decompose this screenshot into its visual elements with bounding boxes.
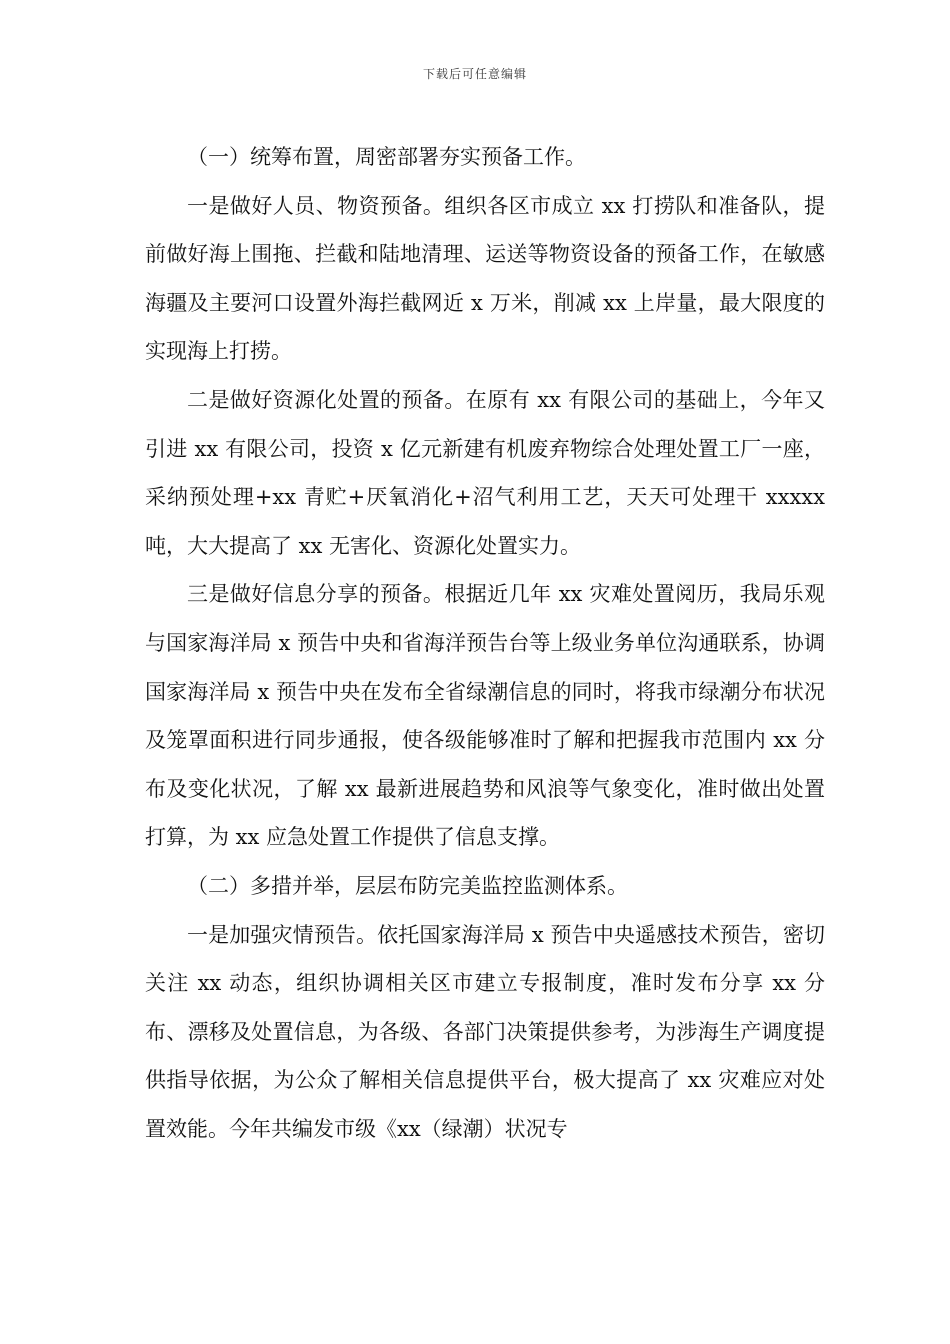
page-header-note: 下载后可任意编辑 <box>422 67 527 81</box>
paragraph-disaster-forecast: 一是加强灾情预告。依托国家海洋局 x 预告中央遥感技术预告，密切关注 xx 动态，组织协调相关区市建立专报制度，准时发布分享 xx 分布、漂移及处置信息，为各级、各部门决策提供参考，为涉海生产调度提供指导依据，为公众了解相关信息提供平台，极大提高了 xx 灾难应对处置效能。今年共编发市级《xx（绿潮）状况专 <box>145 922 825 1141</box>
section-heading-1: （一）统筹布置，周密部署夯实预备工作。 <box>187 145 586 169</box>
section-heading-2: （二）多措并举，层层布防完美监控监测体系。 <box>187 873 628 898</box>
document-body <box>145 133 825 1153</box>
paragraph-resource-disposal: 二是做好资源化处置的预备。在原有 xx 有限公司的基础上，今年又引进 xx 有限公司，投资 x 亿元新建有机废弃物综合处理处置工厂一座，采纳预处理+xx 青贮+厌氧消化+沼气利用工艺，天天可处理干 xxxxx 吨，大大提高了 xx 无害化、资源化处置实力。 <box>145 387 825 558</box>
paragraph-personnel-supplies: 一是做好人员、物资预备。组织各区市成立 xx 打捞队和准备队，提前做好海上围拖、拦截和陆地清理、运送等物资设备的预备工作，在敏感海疆及主要河口设置外海拦截网近 x 万米，削减 xx 上岸量，最大限度的实现海上打捞。 <box>145 193 825 364</box>
paragraph-information-sharing: 三是做好信息分享的预备。根据近几年 xx 灾难处置阅历，我局乐观与国家海洋局 x 预告中央和省海洋预告台等上级业务单位沟通联系，协调国家海洋局 x 预告中央在发布全省绿潮信息的同时，将我市绿潮分布状况及笼罩面积进行同步通报，使各级能够准时了解和把握我市范围内 xx 分布及变化状况，了解 xx 最新进展趋势和风浪等气象变化，准时做出处置打算，为 xx 应急处置工作提供了信息支撑。 <box>145 582 825 850</box>
